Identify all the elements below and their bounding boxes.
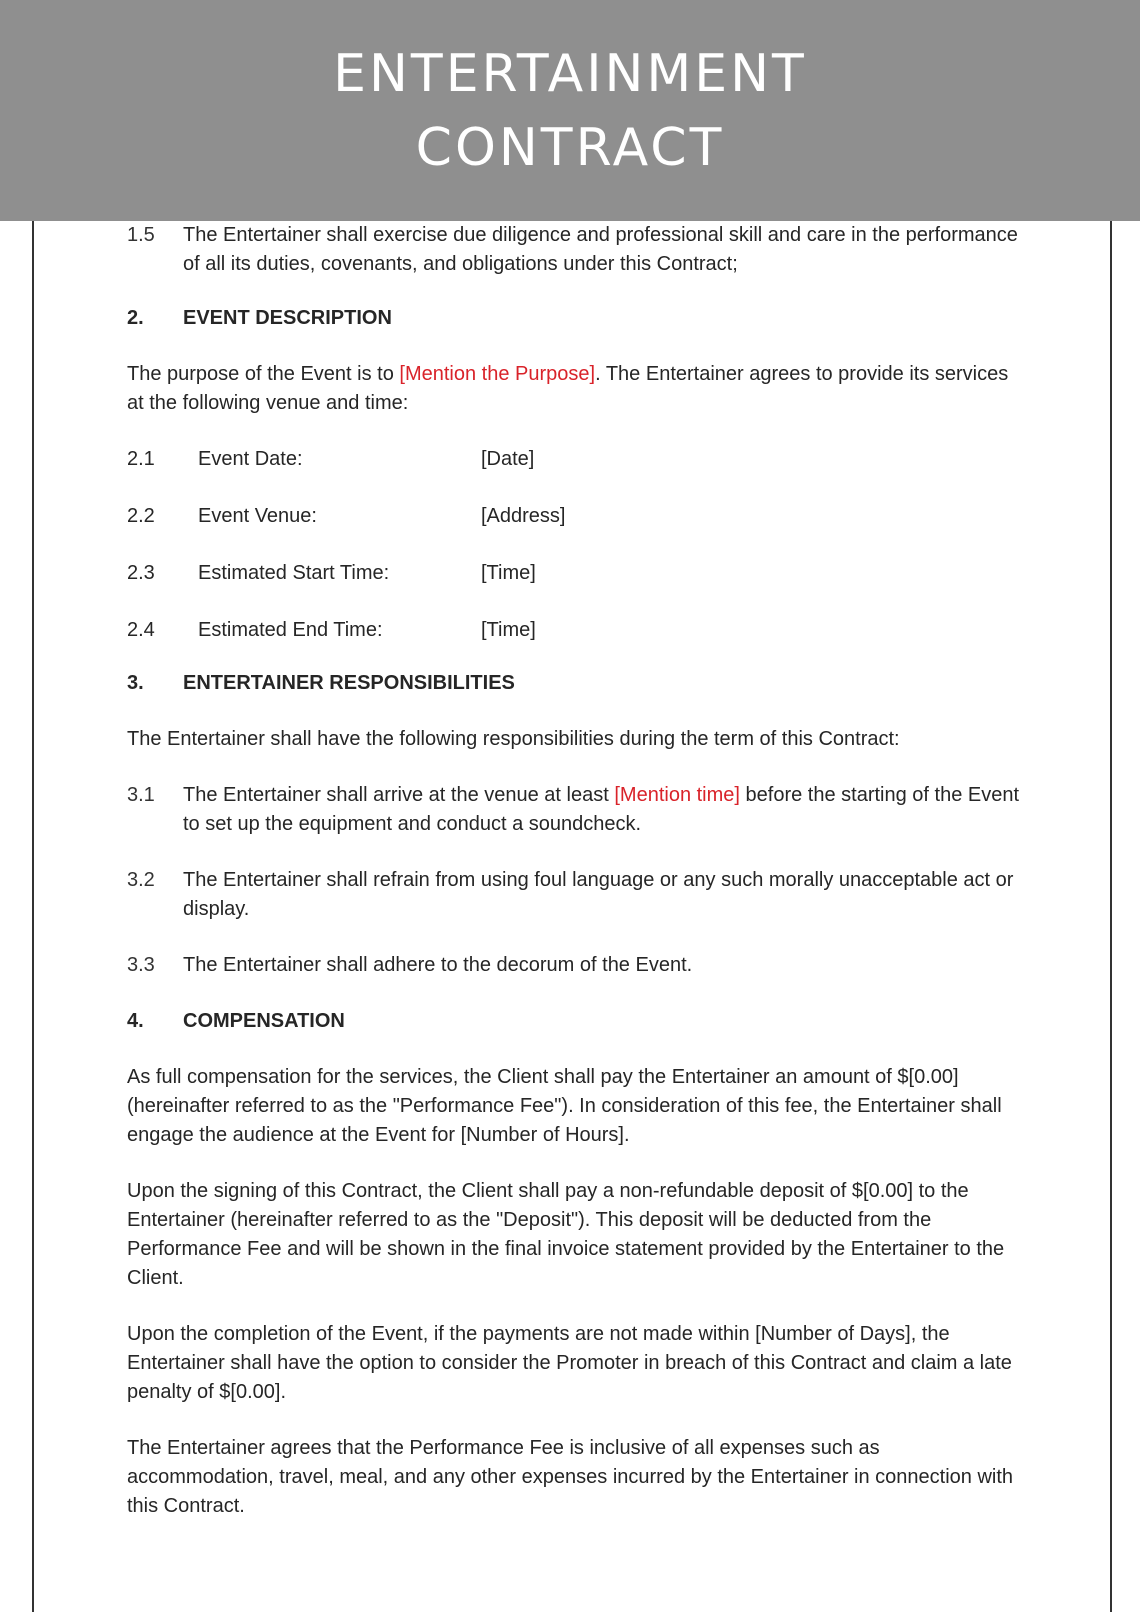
event-detail-row: [127, 502, 1027, 559]
event-detail-row: [127, 559, 1027, 616]
section-title: COMPENSATION: [183, 1010, 345, 1032]
clause-text-after: before the starting of the Event to set up the equipment and conduct a soundcheck.: [183, 784, 1020, 835]
clause-number: 1.5: [127, 224, 155, 246]
clause-text: The Entertainer shall adhere to the decorum of the Event.: [183, 954, 693, 976]
clause-number: 3.2: [127, 869, 155, 891]
responsibilities-intro: The Entertainer shall have the following responsibilities during the term of this Contract:: [127, 728, 900, 750]
section-heading-4: [127, 1007, 1027, 1036]
clause-text: The Entertainer shall refrain from using foul language or any such morally unacceptable act or display.: [183, 869, 1014, 920]
purpose-placeholder: [Mention the Purpose]: [399, 363, 596, 385]
intro-text-before: The purpose of the Event is to: [127, 363, 400, 385]
section-title: EVENT DESCRIPTION: [183, 307, 392, 329]
compensation-paragraph-4: The Entertainer agrees that the Performance Fee is inclusive of all expenses such as accommodation, travel, meal, and any other expenses incurred by the Entertainer in connection with this Contract.: [127, 1437, 1014, 1517]
clause-text: [183, 781, 1027, 839]
item-value: [Time]: [481, 562, 536, 584]
section-number: 2.: [127, 307, 144, 329]
event-detail-row: [127, 445, 1027, 502]
item-label: Estimated End Time:: [198, 619, 383, 641]
section-heading-2: [127, 304, 1027, 333]
clause-text: The Entertainer shall exercise due diligence and professional skill and care in the performance of all its duties, covenants, and obligations under this Contract;: [183, 224, 1018, 275]
item-label: Event Date:: [198, 448, 303, 470]
item-value: [Time]: [481, 619, 536, 641]
compensation-paragraph-1: As full compensation for the services, the Client shall pay the Entertainer an amount of $[0.00] (hereinafter referred to as the "Performance Fee"). In consideration of this fee, the Entertainer shall engage the audience at the Event for [Number of Hours].: [127, 1066, 1002, 1146]
item-value: [Address]: [481, 505, 566, 527]
event-intro-paragraph: [127, 360, 1027, 418]
section-title: ENTERTAINER RESPONSIBILITIES: [183, 672, 515, 694]
clause-3-2: [127, 866, 1027, 924]
compensation-paragraph-2: Upon the signing of this Contract, the Client shall pay a non-refundable deposit of $[0.00] to the Entertainer (hereinafter referred to as the "Deposit"). This deposit will be deducted from the Performance Fee and will be shown in the final invoice statement provided by the Entertainer to the Client.: [127, 1180, 1005, 1289]
section-number: 4.: [127, 1010, 144, 1032]
item-label: Event Venue:: [198, 505, 317, 527]
section-heading-3: [127, 669, 1027, 698]
clause-1-5: [127, 221, 1027, 279]
clause-3-3: [127, 951, 1027, 980]
time-placeholder: [Mention time]: [614, 784, 740, 806]
intro-text-after: . The Entertainer agrees to provide its services at the following venue and time:: [127, 363, 1009, 414]
item-value: [Date]: [481, 448, 535, 470]
item-number: 2.1: [127, 448, 155, 470]
clause-3-1: [127, 781, 1027, 839]
banner-title-line-2: CONTRACT: [415, 117, 725, 178]
section-number: 3.: [127, 672, 144, 694]
event-detail-row: [127, 616, 1027, 666]
clause-text-before: The Entertainer shall arrive at the venue at least: [183, 784, 615, 806]
item-number: 2.4: [127, 619, 155, 641]
item-label: Estimated Start Time:: [198, 562, 390, 584]
item-number: 2.2: [127, 505, 155, 527]
item-number: 2.3: [127, 562, 155, 584]
clause-number: 3.1: [127, 784, 155, 806]
event-details-list: [127, 445, 1027, 666]
banner-title-line-1: ENTERTAINMENT: [333, 43, 807, 104]
compensation-paragraph-3: Upon the completion of the Event, if the payments are not made within [Number of Days], the Entertainer shall have the option to consider the Promoter in breach of this Contract and claim a late penalty of $[0.00].: [127, 1323, 1012, 1403]
title-banner: [0, 0, 1140, 221]
document-content: [127, 221, 1027, 1521]
clause-number: 3.3: [127, 954, 155, 976]
